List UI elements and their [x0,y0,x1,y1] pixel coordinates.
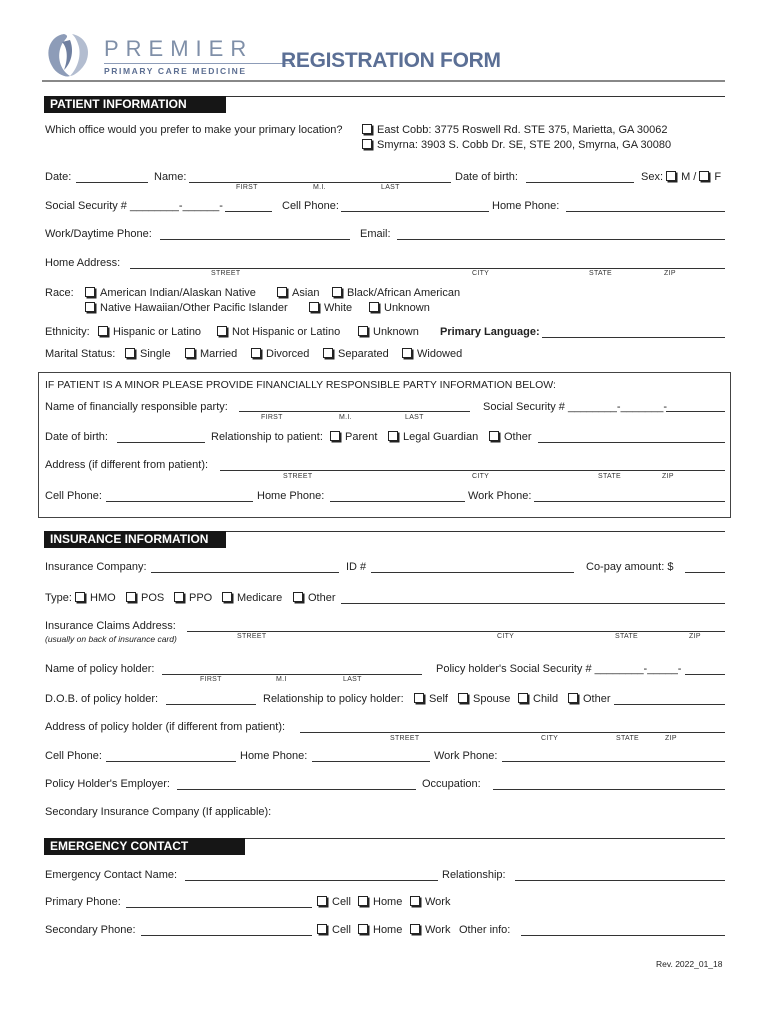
emergency-relationship-field[interactable] [515,880,725,881]
checkbox[interactable] [369,302,379,312]
primary-phone-label: Primary Phone: [45,896,121,908]
logo-sub: PRIMARY CARE MEDICINE [104,66,247,76]
marital-option[interactable]: Separated [323,348,389,361]
checkbox[interactable] [126,592,136,602]
phone-type-option[interactable]: Home [358,896,402,909]
logo-divider [104,63,294,64]
race-option[interactable]: Unknown [369,302,430,315]
holder-home-field[interactable] [312,761,430,762]
checkbox[interactable] [85,287,95,297]
secondary-phone-field[interactable] [141,935,312,936]
work-phone-field[interactable] [160,239,350,240]
claims-address-field[interactable] [187,631,725,632]
home-address-label: Home Address: [45,257,121,269]
checkbox[interactable] [410,924,420,934]
holder-relationship-option[interactable]: Self [414,693,448,706]
responsible-work-label: Work Phone: [468,490,532,502]
state-label: STATE [615,633,639,640]
holder-relationship-label: Relationship to policy holder: [263,693,404,705]
responsible-work-field[interactable] [534,501,725,502]
responsible-name-field[interactable] [239,411,470,412]
responsible-cell-field[interactable] [106,501,253,502]
phone-type-option[interactable]: Cell [317,924,351,937]
responsible-home-field[interactable] [330,501,465,502]
phone-type-option[interactable]: Cell [317,896,351,909]
checkbox[interactable] [174,592,184,602]
insurance-company-label: Insurance Company: [45,561,147,573]
emergency-name-label: Emergency Contact Name: [45,869,178,881]
city-label: CITY [541,735,559,742]
claims-address-label: Insurance Claims Address: [45,620,176,632]
race-option[interactable]: Black/African American [332,287,460,300]
holder-dob-label: D.O.B. of policy holder: [45,693,159,705]
section-rule [226,96,725,97]
primary-phone-field[interactable] [126,907,312,908]
primary-language-label: Primary Language: [440,326,540,338]
dob-field[interactable] [526,182,634,183]
minor-header: IF PATIENT IS A MINOR PLEASE PROVIDE FINANCIALLY RESPONSIBLE PARTY INFORMATION BELOW: [45,379,556,391]
claims-note: (usually on back of insurance card) [45,634,177,644]
employer-field[interactable] [177,789,416,790]
holder-ssn-label: Policy holder's Social Security # ________-_____- [436,663,682,675]
date-field[interactable] [76,182,148,183]
checkbox[interactable] [458,693,468,703]
checkbox[interactable] [98,326,108,336]
checkbox[interactable] [309,302,319,312]
office-option-smyrna[interactable]: Smyrna: 3903 S. Cobb Dr. SE, STE 200, Smyrna, GA 30080 [362,139,671,152]
street-label: STREET [237,633,267,640]
race-option[interactable]: White [309,302,352,315]
logo-brand: PREMIER [104,36,254,61]
holder-relationship-other-field[interactable] [614,704,725,705]
marital-option[interactable]: Single [125,348,171,361]
header-rule [42,80,725,82]
responsible-address-label: Address (if different from patient): [45,459,209,471]
zip-label: ZIP [662,473,674,480]
race-option[interactable]: Asian [277,287,320,300]
insurance-company-field[interactable] [151,572,339,573]
race-option[interactable]: American Indian/Alaskan Native [85,287,256,300]
responsible-name-label: Name of financially responsible party: [45,401,228,413]
street-label: STREET [211,270,241,277]
mi-label: M.I. [339,414,352,421]
zip-label: ZIP [664,270,676,277]
checkbox[interactable] [85,302,95,312]
street-label: STREET [283,473,313,480]
type-option[interactable]: Other [293,592,336,605]
state-label: STATE [598,473,622,480]
insurance-id-label: ID # [346,561,367,573]
patient-info-header: PATIENT INFORMATION [44,96,226,113]
phone-type-option[interactable]: Home [358,924,402,937]
employer-label: Policy Holder's Employer: [45,778,170,790]
first-label: FIRST [261,414,283,421]
phone-type-option[interactable]: Work [410,924,450,937]
ethnicity-label: Ethnicity: [45,326,90,338]
holder-home-label: Home Phone: [240,750,308,762]
checkbox[interactable] [358,326,368,336]
occupation-label: Occupation: [422,778,481,790]
ethnicity-option[interactable]: Hispanic or Latino [98,326,201,339]
revision-label: Rev. 2022_01_18 [656,959,723,969]
office-question: Which office would you prefer to make your primary location? [45,124,343,136]
cell-phone-field[interactable] [341,211,489,212]
home-address-field[interactable] [130,268,725,269]
email-label: Email: [360,228,391,240]
checkbox[interactable] [518,693,528,703]
checkbox[interactable] [362,139,372,149]
street-label: STREET [390,735,420,742]
last-label: LAST [381,184,400,191]
responsible-ssn-field[interactable] [666,411,725,412]
name-label: Name: [154,171,187,183]
ethnicity-option[interactable]: Not Hispanic or Latino [217,326,340,339]
relationship-label: Relationship to patient: [211,431,323,443]
holder-work-label: Work Phone: [434,750,498,762]
checkbox[interactable] [185,348,195,358]
marital-status-label: Marital Status: [45,348,116,360]
responsible-cell-label: Cell Phone: [45,490,102,502]
checkbox[interactable] [293,592,303,602]
type-other-field[interactable] [341,603,725,604]
checkbox[interactable] [251,348,261,358]
type-option[interactable]: POS [126,592,164,605]
checkbox[interactable] [217,326,227,336]
relationship-other-field[interactable] [538,442,725,443]
insurance-id-field[interactable] [371,572,574,573]
secondary-phone-label: Secondary Phone: [45,924,136,936]
logo [42,30,262,82]
other-info-field[interactable] [521,935,725,936]
checkbox[interactable] [410,896,420,906]
form-title: REGISTRATION FORM [281,49,501,72]
primary-language-field[interactable] [542,337,725,338]
holder-relationship-option[interactable]: Spouse [458,693,510,706]
office-option-east-cobb[interactable]: East Cobb: 3775 Roswell Rd. STE 375, Marietta, GA 30062 [362,124,667,137]
holder-relationship-option[interactable]: Child [518,693,558,706]
relationship-option[interactable]: Parent [330,431,377,444]
race-option[interactable]: Native Hawaiian/Other Pacific Islander [85,302,288,315]
cell-phone-label: Cell Phone: [282,200,339,212]
marital-option[interactable]: Widowed [402,348,462,361]
ethnicity-option[interactable]: Unknown [358,326,419,339]
policy-holder-label: Name of policy holder: [45,663,155,675]
relationship-option[interactable]: Other [489,431,532,444]
ssn-label: Social Security # ________-______- [45,200,223,212]
date-label: Date: [45,171,72,183]
insurance-info-header: INSURANCE INFORMATION [44,531,226,548]
emergency-relationship-label: Relationship: [442,869,506,881]
other-info-label: Other info: [459,924,511,936]
checkbox[interactable] [75,592,85,602]
holder-work-field[interactable] [502,761,725,762]
responsible-address-field[interactable] [220,470,725,471]
race-label: Race: [45,287,74,299]
holder-address-field[interactable] [300,732,725,733]
checkbox[interactable] [402,348,412,358]
section-rule [245,838,725,839]
first-label: FIRST [236,184,258,191]
work-phone-label: Work/Daytime Phone: [45,228,152,240]
responsible-home-label: Home Phone: [257,490,325,502]
checkbox[interactable] [330,431,340,441]
holder-relationship-option[interactable]: Other [568,693,611,706]
checkbox[interactable] [489,431,499,441]
emergency-contact-header: EMERGENCY CONTACT [44,838,245,855]
ssn-field[interactable] [225,211,272,212]
state-label: STATE [616,735,640,742]
phone-type-option[interactable]: Work [410,896,450,909]
marital-option[interactable]: Divorced [251,348,309,361]
checkbox[interactable] [666,171,676,181]
zip-label: ZIP [689,633,701,640]
first-label: FIRST [200,676,222,683]
type-label: Type: [45,592,72,604]
responsible-dob-label: Date of birth: [45,431,108,443]
secondary-insurance-label: Secondary Insurance Company (If applicable): [45,806,272,818]
mi-label: M.I. [313,184,326,191]
responsible-ssn-label: Social Security # ________-_______- [483,401,668,413]
checkbox[interactable] [317,924,327,934]
email-field[interactable] [397,239,725,240]
section-rule [226,531,725,532]
type-option[interactable]: PPO [174,592,212,605]
type-option[interactable]: Medicare [222,592,282,605]
mi-label: M.I [276,676,287,683]
checkbox[interactable] [323,348,333,358]
home-phone-field[interactable] [566,211,725,212]
city-label: CITY [472,473,490,480]
home-phone-label: Home Phone: [492,200,560,212]
checkbox[interactable] [125,348,135,358]
emergency-name-field[interactable] [185,880,438,881]
copay-label: Co-pay amount: $ [586,561,674,573]
occupation-field[interactable] [493,789,725,790]
last-label: LAST [343,676,362,683]
checkbox[interactable] [222,592,232,602]
holder-cell-label: Cell Phone: [45,750,102,762]
checkbox[interactable] [414,693,424,703]
holder-cell-field[interactable] [106,761,236,762]
checkbox[interactable] [358,924,368,934]
checkbox[interactable] [568,693,578,703]
zip-label: ZIP [665,735,677,742]
checkbox[interactable] [358,896,368,906]
checkbox[interactable] [332,287,342,297]
city-label: CITY [497,633,515,640]
checkbox[interactable] [362,124,372,134]
relationship-option[interactable]: Legal Guardian [388,431,478,444]
checkbox[interactable] [317,896,327,906]
minor-box [38,372,731,518]
marital-option[interactable]: Married [185,348,237,361]
logo-mark-icon [42,30,96,82]
holder-address-label: Address of policy holder (if different from patient): [45,721,286,733]
holder-ssn-field[interactable] [685,674,725,675]
type-option[interactable]: HMO [75,592,116,605]
responsible-dob-field[interactable] [117,442,205,443]
holder-dob-field[interactable] [166,704,256,705]
checkbox[interactable] [277,287,287,297]
policy-holder-field[interactable] [162,674,422,675]
sex-field[interactable]: Sex: M / F [641,171,722,183]
checkbox[interactable] [699,171,709,181]
state-label: STATE [589,270,613,277]
checkbox[interactable] [388,431,398,441]
name-field[interactable] [189,182,451,183]
copay-field[interactable] [685,572,725,573]
last-label: LAST [405,414,424,421]
city-label: CITY [472,270,490,277]
dob-label: Date of birth: [455,171,518,183]
